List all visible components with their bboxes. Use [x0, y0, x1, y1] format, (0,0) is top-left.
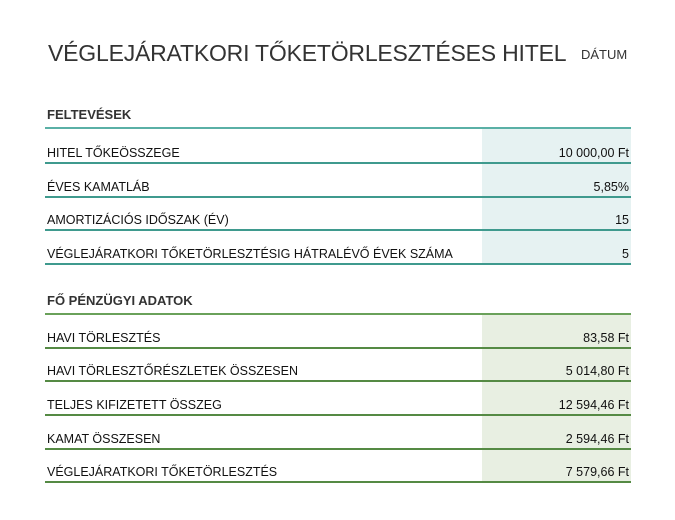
table-row: [45, 129, 631, 164]
row-label: AMORTIZÁCIÓS IDŐSZAK (ÉV): [47, 213, 229, 228]
date-label: DÁTUM: [581, 47, 628, 62]
row-value: 2 594,46 Ft: [565, 431, 629, 446]
table-row: [45, 231, 631, 265]
row-value: 5,85%: [593, 179, 629, 194]
row-label: ÉVES KAMATLÁB: [47, 179, 150, 194]
interest-rate-cell[interactable]: [482, 164, 631, 196]
table-row: [45, 416, 631, 450]
assumptions-heading: FELTEVÉSEK: [45, 108, 631, 129]
row-label: KAMAT ÖSSZESEN: [47, 431, 161, 446]
row-value: 12 594,46 Ft: [558, 398, 629, 413]
table-row: [45, 382, 631, 416]
row-label: TELJES KIFIZETETT ÖSSZEG: [47, 398, 222, 413]
row-value: 83,58 Ft: [583, 330, 629, 345]
row-label: VÉGLEJÁRATKORI TŐKETÖRLESZTÉSIG HÁTRALÉVŐ ÉVEK SZÁMA: [47, 247, 453, 262]
table-row: [45, 450, 631, 484]
key-financials-section: [45, 294, 631, 483]
row-label: HAVI TÖRLESZTŐRÉSZLETEK ÖSSZESEN: [47, 364, 298, 379]
key-financials-heading: FŐ PÉNZÜGYI ADATOK: [45, 294, 631, 315]
row-value: 7 579,66 Ft: [565, 465, 629, 480]
row-value: 5 014,80 Ft: [565, 364, 629, 379]
table-row: [45, 315, 631, 349]
total-interest-cell[interactable]: [482, 416, 631, 448]
row-label: VÉGLEJÁRATKORI TŐKETÖRLESZTÉS: [47, 465, 278, 480]
total-monthly-payments-cell[interactable]: [482, 349, 631, 381]
row-value: 5: [622, 247, 629, 262]
table-row: [45, 198, 631, 232]
row-label: HITEL TŐKEÖSSZEGE: [47, 146, 180, 160]
page-title: VÉGLEJÁRATKORI TŐKETÖRLESZTÉSES HITEL: [48, 40, 567, 66]
row-value: 15: [615, 213, 629, 228]
balloon-payment-cell[interactable]: [482, 450, 631, 482]
amortization-period-cell[interactable]: [482, 198, 631, 230]
years-to-balloon-cell[interactable]: [482, 231, 631, 263]
assumptions-section: [45, 108, 631, 265]
row-value: 10 000,00 Ft: [558, 146, 629, 160]
table-row: [45, 349, 631, 383]
monthly-payment-cell[interactable]: [482, 315, 631, 347]
loan-principal-cell[interactable]: [482, 129, 631, 162]
table-row: [45, 164, 631, 198]
total-paid-cell[interactable]: [482, 382, 631, 414]
row-label: HAVI TÖRLESZTÉS: [47, 330, 161, 345]
